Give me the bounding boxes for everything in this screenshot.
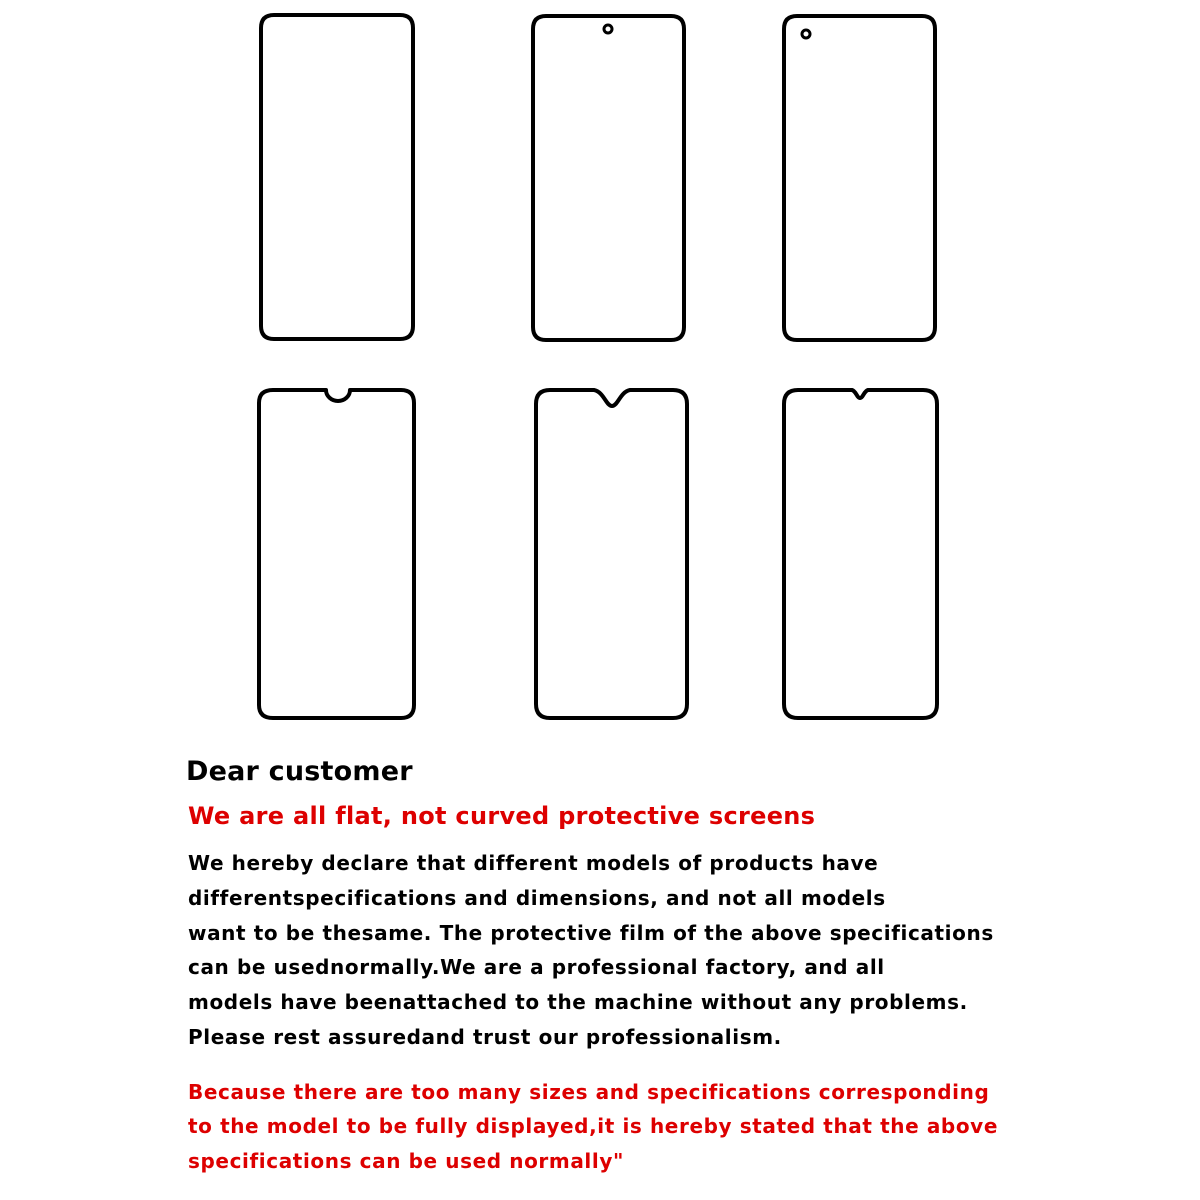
screen-outline-center-punch-hole <box>533 16 684 340</box>
screen-outline-round-notch <box>259 390 414 718</box>
notice-footer <box>188 1075 1148 1179</box>
customer-notice <box>188 752 1148 1178</box>
notice-body-line: want to be thesame. The protective film of the above specifications <box>188 920 994 945</box>
notice-body-line: models have beenattached to the machine without any problems. <box>188 990 968 1015</box>
screen-outline-left-punch-hole <box>784 16 935 340</box>
screen-outline-small-waterdrop-notch <box>784 390 937 718</box>
screen-outline-wide-waterdrop-notch <box>536 390 687 718</box>
notice-body <box>188 846 1148 1055</box>
screen-outline-plain <box>261 15 413 339</box>
notice-footer-line: to the model to be fully displayed,it is hereby stated that the above <box>188 1114 998 1139</box>
notice-footer-line: Because there are too many sizes and specifications corresponding <box>188 1079 990 1104</box>
notice-body-line: can be usednormally.We are a professional factory, and all <box>188 955 885 980</box>
notice-body-line: Please rest assuredand trust our professionalism. <box>188 1024 782 1049</box>
notice-greeting: Dear customer <box>186 756 413 787</box>
punch-hole-camera-icon <box>802 30 810 38</box>
notice-body-line: We hereby declare that different models of products have <box>188 851 879 875</box>
notice-footer-line: specifications can be used normally" <box>188 1148 624 1173</box>
punch-hole-camera-icon <box>604 25 612 33</box>
notice-headline: We are all flat, not curved protective screens <box>188 802 816 830</box>
notice-body-line: differentspecifications and dimensions, and not all models <box>188 885 886 910</box>
